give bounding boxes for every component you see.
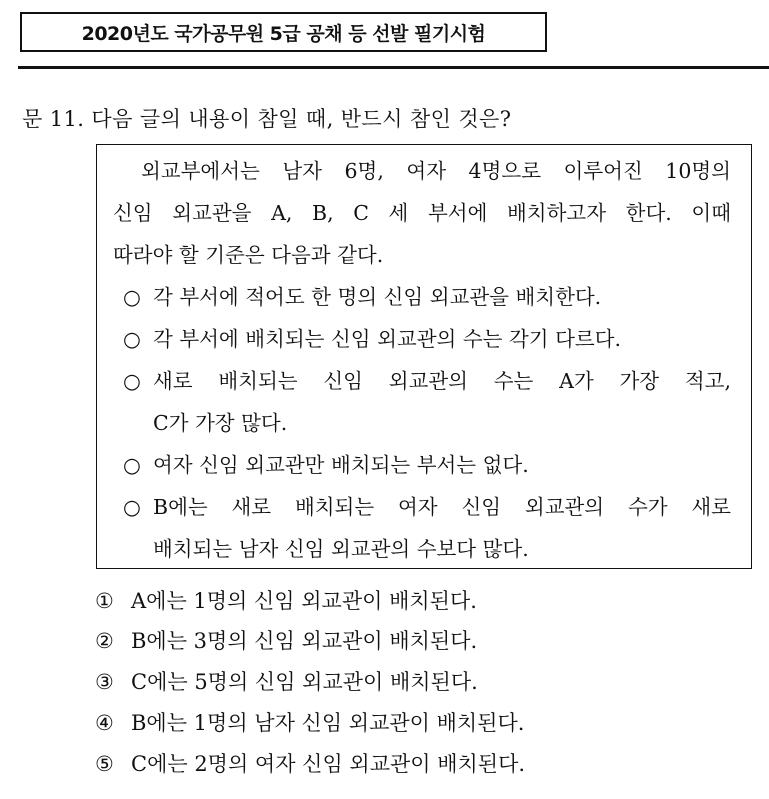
condition-text: 새로 배치되는 신임 외교관의 수는 A가 가장 적고, bbox=[153, 369, 731, 393]
option-1[interactable] bbox=[95, 588, 477, 614]
option-number: ③ bbox=[95, 670, 114, 694]
condition-item bbox=[123, 368, 731, 394]
condition-text: B에는 새로 배치되는 여자 신임 외교관의 수가 새로 bbox=[153, 495, 731, 519]
option-number: ① bbox=[95, 589, 114, 613]
question-stem: 문 11. 다음 글의 내용이 참일 때, 반드시 참인 것은? bbox=[22, 107, 512, 131]
option-number: ⑤ bbox=[95, 752, 114, 776]
option-text: C에는 2명의 여자 신임 외교관이 배치된다. bbox=[131, 752, 526, 776]
option-text: B에는 1명의 남자 신임 외교관이 배치된다. bbox=[131, 711, 525, 735]
header-rule bbox=[18, 66, 769, 69]
option-3[interactable] bbox=[95, 669, 478, 695]
circle-bullet-icon: ○ bbox=[123, 495, 141, 519]
option-2[interactable] bbox=[95, 628, 477, 654]
condition-text: 여자 신임 외교관만 배치되는 부서는 없다. bbox=[153, 453, 529, 477]
passage-intro-line: 신임 외교관을 A, B, C 세 부서에 배치하고자 한다. 이때 bbox=[113, 201, 731, 225]
circle-bullet-icon: ○ bbox=[123, 285, 141, 309]
option-number: ② bbox=[95, 629, 114, 653]
exam-title: 2020년도 국가공무원 5급 공채 등 선발 필기시험 bbox=[81, 22, 486, 45]
circle-bullet-icon: ○ bbox=[123, 453, 141, 477]
condition-text-continued: C가 가장 많다. bbox=[153, 411, 288, 435]
option-text: B에는 3명의 신임 외교관이 배치된다. bbox=[131, 629, 478, 653]
option-text: C에는 5명의 신임 외교관이 배치된다. bbox=[131, 670, 478, 694]
passage-box bbox=[96, 144, 752, 569]
condition-item bbox=[123, 326, 731, 352]
passage-intro-line: 따라야 할 기준은 다음과 같다. bbox=[113, 243, 384, 267]
exam-title-box bbox=[20, 12, 547, 52]
option-text: A에는 1명의 신임 외교관이 배치된다. bbox=[131, 589, 477, 613]
condition-item bbox=[123, 452, 731, 478]
circle-bullet-icon: ○ bbox=[123, 327, 141, 351]
condition-item bbox=[123, 284, 731, 310]
condition-text: 각 부서에 적어도 한 명의 신임 외교관을 배치한다. bbox=[153, 285, 602, 309]
passage-intro-line: 외교부에서는 남자 6명, 여자 4명으로 이루어진 10명의 bbox=[141, 159, 731, 183]
condition-text: 각 부서에 배치되는 신임 외교관의 수는 각기 다르다. bbox=[153, 327, 621, 351]
circle-bullet-icon: ○ bbox=[123, 369, 141, 393]
condition-item bbox=[123, 494, 731, 520]
option-number: ④ bbox=[95, 711, 114, 735]
option-4[interactable] bbox=[95, 710, 524, 736]
condition-text-continued: 배치되는 남자 신임 외교관의 수보다 많다. bbox=[153, 537, 529, 561]
option-5[interactable] bbox=[95, 751, 525, 777]
